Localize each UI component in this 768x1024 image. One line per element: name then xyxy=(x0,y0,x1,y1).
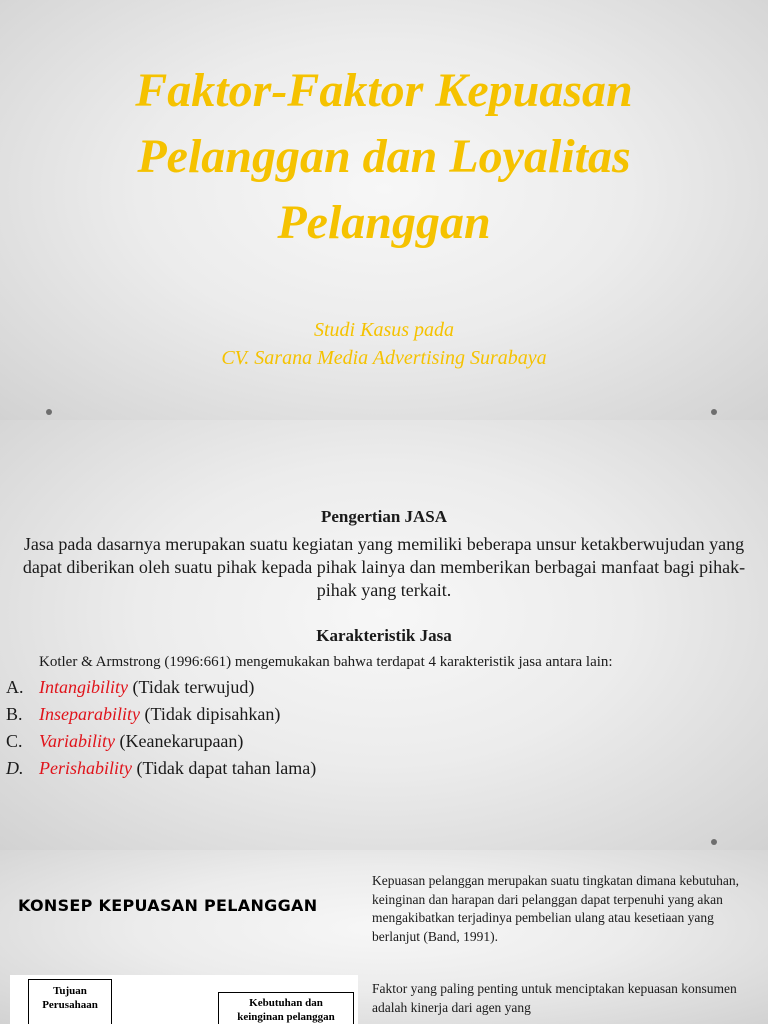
satisfaction-definition: Kepuasan pelanggan merupakan suatu tingkatan dimana kebutuhan, keinginan dan harapan dari pelanggan dapat terpenuhi yang akan mengakibatkan terjadinya pembelian ulang atau kesetiaan yang berlanjut (Band, 1991). xyxy=(372,873,740,944)
characteristic-term: Intangibility xyxy=(39,677,128,697)
list-item xyxy=(6,674,706,701)
presentation-title: Faktor-Faktor Kepuasan Pelanggan dan Loyalitas Pelanggan xyxy=(135,64,633,249)
list-marker: D. xyxy=(6,758,24,778)
kotler-armstrong-intro: Kotler & Armstrong (1996:661) mengemukakan bahwa terdapat 4 karakteristik jasa antara lain: xyxy=(39,654,613,670)
case-study-subtitle xyxy=(40,316,728,372)
bullet-dot-right xyxy=(711,409,717,415)
heading-karakteristik-jasa: Karakteristik Jasa xyxy=(316,626,452,645)
characteristic-term: Perishability xyxy=(39,758,132,778)
characteristics-list xyxy=(6,674,706,782)
bullet-dot-left xyxy=(711,839,717,845)
characteristic-term: Variability xyxy=(39,731,115,751)
kebutuhan-pelanggan-box: Kebutuhan dan keinginan pelanggan xyxy=(218,992,354,1024)
bullet-dot-left xyxy=(46,409,52,415)
konsep-kepuasan-slide xyxy=(0,850,768,1024)
subtitle-line-2: CV. Sarana Media Advertising Surabaya xyxy=(221,347,547,369)
subtitle-line-1: Studi Kasus pada xyxy=(313,319,455,341)
characteristic-description: (Keanekarupaan) xyxy=(115,731,244,751)
list-marker: A. xyxy=(6,677,24,697)
tujuan-perusahaan-box: Tujuan Perusahaan xyxy=(28,979,112,1024)
characteristic-term: Inseparability xyxy=(39,704,140,724)
heading-pengertian-jasa: Pengertian JASA xyxy=(320,507,448,526)
list-item xyxy=(6,755,706,782)
list-marker: C. xyxy=(6,731,23,751)
list-item xyxy=(6,701,706,728)
jasa-definition-slide xyxy=(0,420,768,850)
satisfaction-diagram xyxy=(10,975,358,1024)
characteristic-description: (Tidak terwujud) xyxy=(128,677,255,697)
characteristic-description: (Tidak dapat tahan lama) xyxy=(132,758,317,778)
list-marker: B. xyxy=(6,704,23,724)
konsep-heading: KONSEP KEPUASAN PELANGGAN xyxy=(18,896,318,915)
characteristic-description: (Tidak dipisahkan) xyxy=(140,704,281,724)
satisfaction-factor-text: Faktor yang paling penting untuk menciptakan kepuasan konsumen adalah kinerja dari agen yang xyxy=(372,981,737,1015)
jasa-definition-text: Jasa pada dasarnya merupakan suatu kegiatan yang memiliki beberapa unsur ketakberwujudan yang dapat diberikan oleh suatu pihak kepada pihak lainya dan memberikan berbagai manfaat bagi pihak-pihak yang terkait. xyxy=(22,534,746,600)
title-slide xyxy=(0,0,768,420)
list-item xyxy=(6,728,706,755)
